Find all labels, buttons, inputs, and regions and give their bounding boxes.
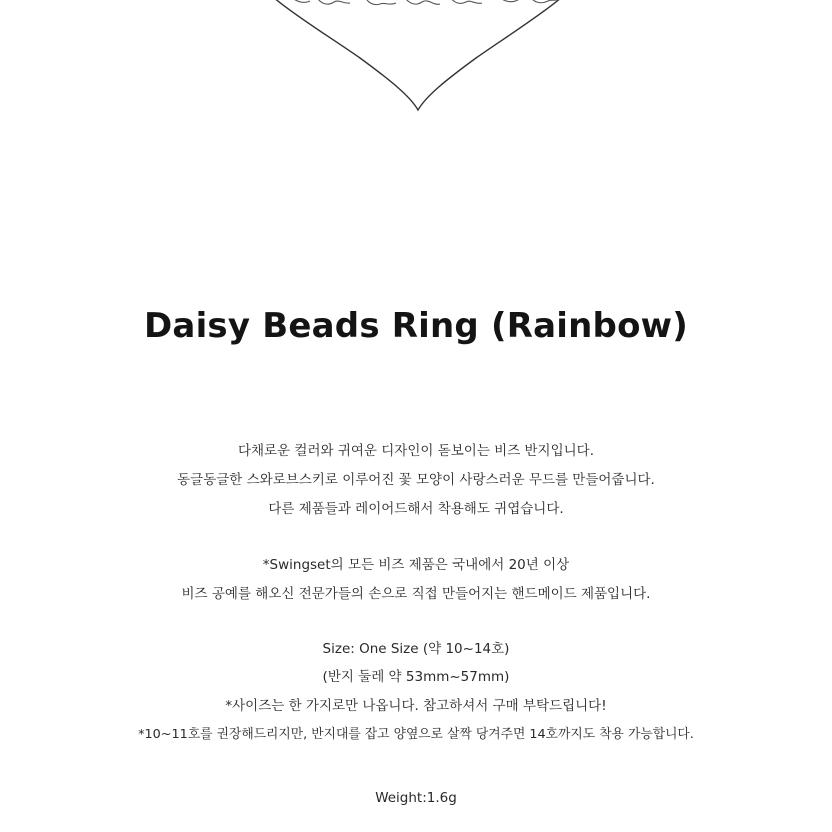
size-note-line: *사이즈는 한 가지로만 나옵니다. 참고하셔서 구매 부탁드립니다! [225,698,607,714]
circumference-line: (반지 둘레 약 53mm~57mm) [322,669,510,685]
product-title: Daisy Beads Ring (Rainbow) [144,306,688,346]
intro-line-3: 다른 제품들과 레이어드해서 착용해도 귀엽습니다. [268,501,564,517]
size-line: Size: One Size (약 10~14호) [322,641,510,657]
weight-line: Weight:1.6g [375,790,457,806]
intro-line-1: 다채로운 컬러와 귀여운 디자인이 돋보이는 비즈 반지입니다. [237,443,595,459]
intro-line-2: 동글동글한 스와로브스키로 이루어진 꽃 모양이 사랑스러운 무드를 만들어줍니다. [177,472,655,488]
craft-line-2: 비즈 공예를 해오신 전문가들의 손으로 직접 만들어지는 핸드메이드 제품입니다. [181,586,651,602]
heart-logo [0,0,832,140]
logo-script [292,0,560,5]
craft-line-1: *Swingset의 모든 비즈 제품은 국내에서 20년 이상 [262,557,570,573]
heart-outline [248,0,588,110]
fit-note-line: *10~11호를 권장해드리지만, 반지대를 잡고 양옆으로 살짝 당겨주면 14호까지도 착용 가능합니다. [138,727,694,742]
